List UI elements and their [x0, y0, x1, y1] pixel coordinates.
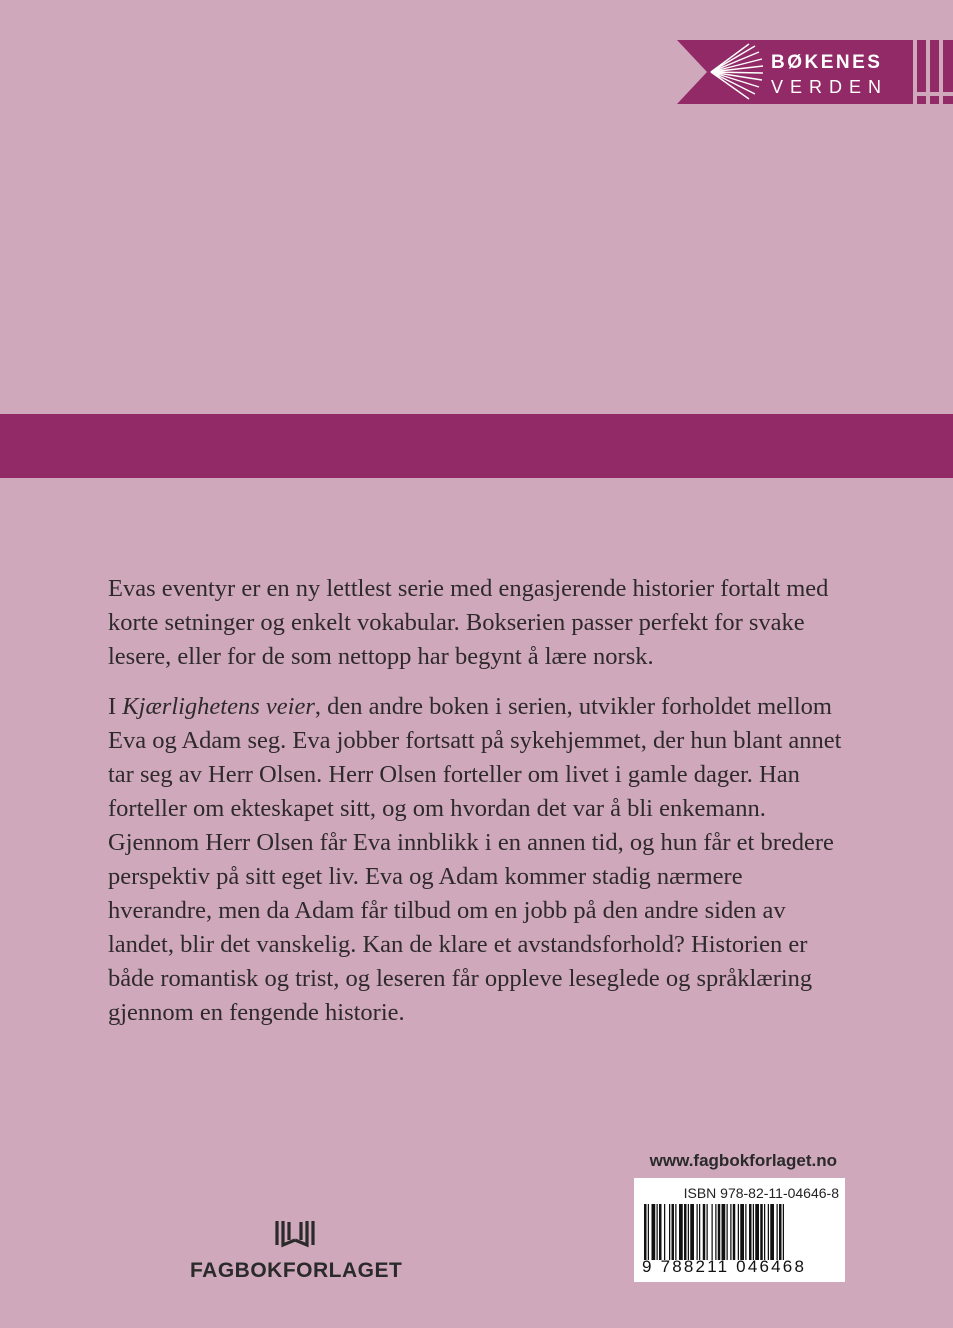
barcode-bar: [770, 1204, 774, 1260]
barcode-bar: [672, 1204, 675, 1260]
barcode-bar: [733, 1204, 736, 1260]
barcode-bar: [652, 1204, 656, 1260]
barcode-bar: [644, 1204, 647, 1260]
barcode-bar: [697, 1204, 698, 1260]
barcode-bar: [753, 1204, 754, 1260]
publisher-website[interactable]: www.fagbokforlaget.no: [649, 1151, 837, 1170]
publisher-logo: [190, 1218, 403, 1283]
publisher-name: FAGBOKFORLAGET: [190, 1259, 403, 1282]
barcode-bar: [755, 1204, 759, 1260]
isbn-label: ISBN 978-82-11-04646-8: [683, 1185, 839, 1201]
barcode-bar: [679, 1204, 683, 1260]
blurb-paragraph-2: [108, 690, 848, 1030]
barcode-bar: [703, 1204, 706, 1260]
barcode-bar: [768, 1204, 769, 1260]
barcode-bar: [675, 1204, 676, 1260]
accent-stripe: [0, 414, 953, 478]
barcode-bar: [715, 1204, 716, 1260]
barcode-bar: [740, 1204, 744, 1260]
barcode-bar: [712, 1204, 713, 1260]
barcode-bar: [779, 1204, 782, 1260]
barcode-bar: [664, 1204, 665, 1260]
barcode-bar: [760, 1204, 763, 1260]
blurb-prefix: I: [108, 693, 123, 720]
barcode-bar: [730, 1204, 731, 1260]
barcode-bar: [727, 1204, 728, 1260]
book-icon: [273, 1218, 317, 1248]
series-logo-line1: BØKENES: [771, 52, 883, 73]
barcode-bar: [659, 1204, 662, 1260]
barcode-bar: [688, 1204, 689, 1260]
barcode-bars: [642, 1204, 838, 1260]
barcode-bar: [718, 1204, 721, 1260]
barcode-bar: [669, 1204, 670, 1260]
barcode-bar: [764, 1204, 765, 1260]
barcode-bar: [690, 1204, 694, 1260]
barcode-bar: [699, 1204, 700, 1260]
barcode-bar: [738, 1204, 739, 1260]
barcode-bar: [745, 1204, 746, 1260]
barcode-bar: [749, 1204, 752, 1260]
series-logo: [677, 40, 953, 104]
series-logo-line2: VERDEN: [771, 77, 889, 97]
barcode-bar: [777, 1204, 778, 1260]
logo-bars-icon: [917, 40, 953, 104]
book-title: Kjærlighetens veier: [122, 693, 315, 720]
barcode-bar: [657, 1204, 658, 1260]
barcode-bar: [722, 1204, 726, 1260]
barcode-digits: 9 788211 046468: [642, 1257, 807, 1276]
back-cover-blurb: [108, 572, 848, 1046]
barcode-bar: [648, 1204, 649, 1260]
isbn-barcode: [634, 1178, 845, 1282]
blurb-body: , den andre boken i serien, utvikler forholdet mellom Eva og Adam seg. Eva jobber fortsatt på sykehjemmet, der hun blant annet tar seg av Herr Olsen. Herr Olsen forteller om livet i gamle dager. Han forteller om ekteskapet sitt, og om hvordan det var å bli enkemann. Gjennom Herr Olsen får Eva innblikk i en annen tid, og hun får et bredere perspektiv på sitt eget liv. Eva og Adam kommer stadig nærmere hverandre, men da Adam får tilbud om en jobb på den andre siden av landet, blir det vanskelig. Kan de klare et avstandsforhold? Historien er både romantisk og trist, og leseren får oppleve leseglede og språklæring gjennom en fengende historie.: [108, 693, 842, 1026]
blurb-paragraph-1: Evas eventyr er en ny lettlest serie med engasjerende historier fortalt med korte setninger og enkelt vokabular. Bokserien passer perfekt for svake lesere, eller for de som nettopp har begynt å lære norsk.: [108, 575, 829, 670]
barcode-bar: [783, 1204, 784, 1260]
barcode-bar: [707, 1204, 708, 1260]
barcode-bar: [684, 1204, 687, 1260]
